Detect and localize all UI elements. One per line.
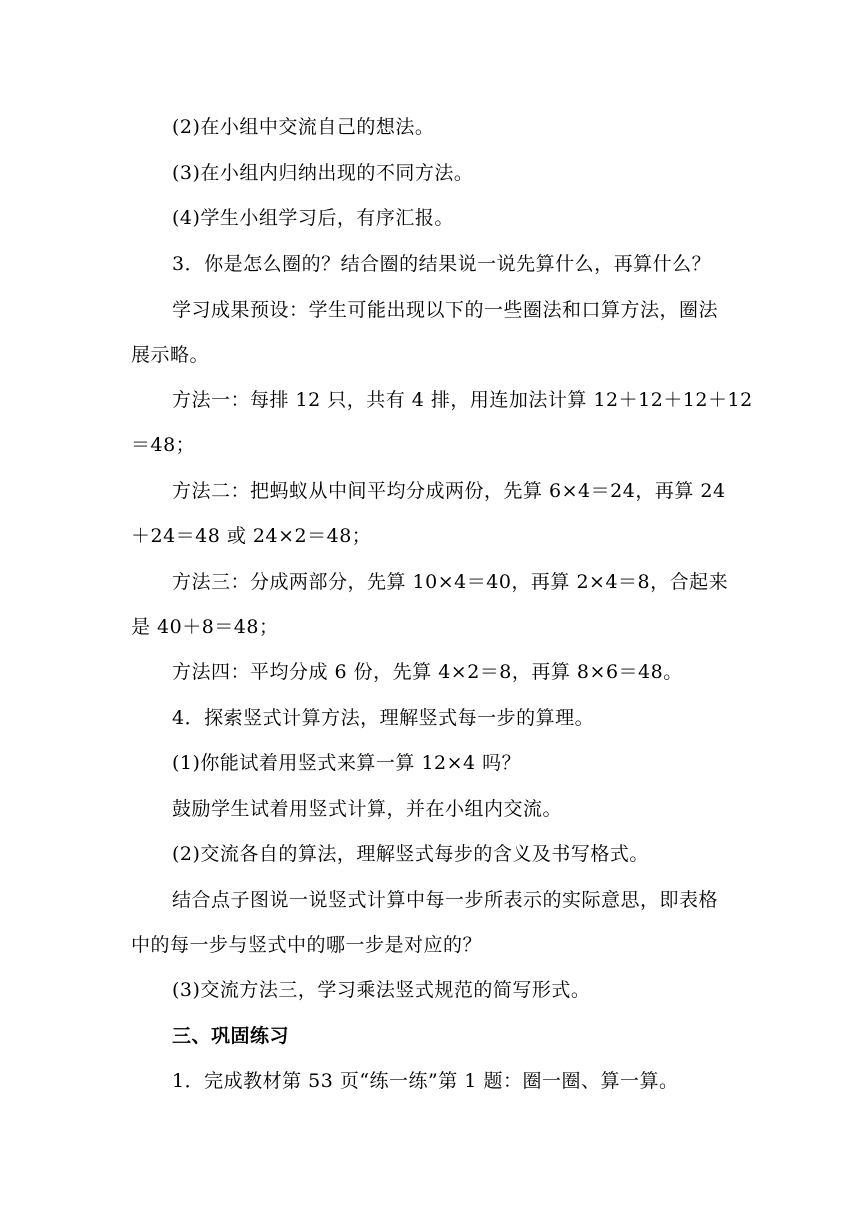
method-3-line-1: 方法三：分成两部分，先算 10×4＝40，再算 2×4＝8，合起来 [172,571,729,593]
method-2-line-2: ＋24＝48 或 24×2＝48； [131,525,372,547]
substep-3-text: (3)交流方法三，学习乘法竖式规范的简写形式。 [172,979,591,1001]
question-4-text: 4．探索竖式计算方法，理解竖式每一步的算理。 [172,707,595,729]
step-2-text: (2)在小组中交流自己的想法。 [172,116,435,138]
encourage-text: 鼓励学生试着用竖式计算，并在小组内交流。 [172,798,563,820]
method-2-line-1: 方法二：把蚂蚁从中间平均分成两份，先算 6×4＝24，再算 24 [172,480,726,502]
question-3-text: 3．你是怎么圈的？结合圈的结果说一说先算什么，再算什么？ [172,253,712,275]
method-1-line-1: 方法一：每排 12 只，共有 4 排，用连加法计算 12＋12＋12＋12 [172,389,753,411]
step-4-text: (4)学生小组学习后，有序汇报。 [172,207,454,229]
outcome-preset-line-2: 展示略。 [131,344,210,366]
dot-diagram-line-1: 结合点子图说一说竖式计算中每一步所表示的实际意思，即表格 [172,889,719,911]
substep-1-text: (1)你能试着用竖式来算一算 12×4 吗？ [172,752,522,774]
outcome-preset-line-1: 学习成果预设：学生可能出现以下的一些圈法和口算方法，圈法 [172,299,719,321]
substep-2-text: (2)交流各自的算法，理解竖式每步的含义及书写格式。 [172,843,649,865]
method-3-line-2: 是 40＋8＝48； [131,616,279,638]
exercise-1-text: 1．完成教材第 53 页“练一练”第 1 题：圈一圈、算一算。 [172,1070,679,1092]
section-heading-practice: 三、巩固练习 [172,1025,290,1047]
step-3-text: (3)在小组内归纳出现的不同方法。 [172,162,474,184]
method-1-line-2: ＝48； [131,434,196,456]
method-4-text: 方法四：平均分成 6 份，先算 4×2＝8，再算 8×6＝48。 [172,661,683,683]
dot-diagram-line-2: 中的每一步与竖式中的哪一步是对应的？ [131,934,483,956]
